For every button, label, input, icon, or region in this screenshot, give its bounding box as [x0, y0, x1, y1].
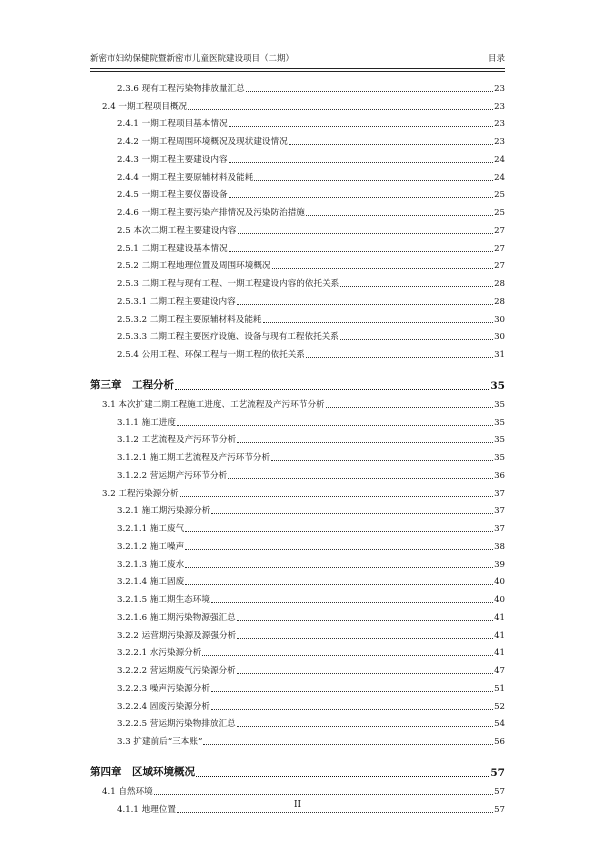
toc-entry-title: 3.2.1.4 施工固废 [117, 577, 185, 588]
dot-leader [237, 296, 493, 305]
toc-entry-page: 56 [494, 737, 505, 747]
dot-leader [188, 101, 493, 110]
toc-entry[interactable] [90, 552, 505, 570]
toc-entry-title: 2.5.1 二期工程建设基本情况 [117, 243, 228, 254]
toc-entry-page: 27 [494, 225, 505, 236]
toc-entry-title: 第三章 工程分析 [90, 379, 174, 391]
toc-entry-title: 3.1.2.2 营运期产污环节分析 [117, 470, 228, 481]
toc-entry-page: 39 [494, 559, 505, 570]
toc-entry-title: 2.4.1 一期工程项目基本情况 [117, 119, 228, 130]
dot-leader [254, 172, 493, 181]
dot-leader [229, 154, 494, 163]
toc-entry-page: 27 [494, 261, 505, 272]
dot-leader [180, 488, 494, 497]
toc-entry-page: 41 [494, 648, 505, 659]
toc-entry-title: 3.2.1.1 施工废气 [117, 524, 185, 534]
toc-entry-title: 2.5.3.2 二期工程主要原辅材料及能耗 [117, 314, 262, 325]
dot-leader [211, 505, 493, 514]
toc-entry[interactable] [90, 307, 505, 325]
toc-entry[interactable] [90, 676, 505, 694]
dot-leader [185, 576, 493, 585]
toc-entry[interactable] [90, 641, 505, 659]
toc-entry-title: 3.2.1 施工期污染源分析 [117, 506, 211, 517]
toc-entry-page: 37 [494, 488, 505, 499]
toc-entry-page: 41 [494, 630, 505, 641]
dot-leader [185, 559, 493, 568]
toc-entry-page: 30 [494, 332, 505, 343]
toc-entry-title: 2.4.3 一期工程主要建设内容 [117, 154, 228, 165]
toc-entry[interactable] [90, 623, 505, 641]
toc-entry[interactable] [90, 112, 505, 130]
toc-entry[interactable] [90, 289, 505, 307]
toc-entry[interactable] [90, 534, 505, 552]
toc-entry-page: 37 [494, 524, 505, 534]
toc-entry[interactable] [90, 587, 505, 605]
toc-entry-title: 3.2 工程污染源分析 [102, 488, 179, 499]
dot-leader [263, 314, 494, 323]
toc-entry[interactable] [90, 183, 505, 201]
toc-entry-page: 41 [494, 612, 505, 623]
toc-entry[interactable] [90, 712, 505, 730]
toc-entry-title: 3.1.1 施工进度 [117, 417, 176, 428]
dot-leader [154, 786, 493, 795]
dot-leader [246, 83, 493, 92]
toc-entry-page: 57 [494, 804, 505, 815]
toc-entry-page: 27 [494, 243, 505, 254]
toc-entry-title: 3.2.1.3 施工废水 [117, 559, 185, 570]
toc-entry-title: 2.3.6 现有工程污染物排放量汇总 [117, 83, 245, 94]
page-header [90, 50, 505, 69]
toc-entry[interactable] [90, 779, 505, 797]
toc-entry[interactable] [90, 410, 505, 428]
toc-entry-page: 24 [494, 154, 505, 165]
toc-entry-title: 3.2.1.2 施工噪声 [117, 541, 185, 552]
toc-entry[interactable] [90, 218, 505, 236]
toc-entry-title: 3.2.1.6 施工期污染物源强汇总 [117, 612, 236, 623]
toc-entry-page: 25 [494, 190, 505, 201]
page-number: II [293, 800, 302, 810]
toc-entry-page: 37 [494, 506, 505, 517]
toc-entry[interactable] [90, 200, 505, 218]
toc-entry-page: 23 [494, 137, 505, 147]
dot-leader [237, 434, 493, 443]
toc-entry-page: 35 [494, 453, 505, 463]
dot-leader [229, 118, 494, 127]
toc-entry[interactable] [90, 94, 505, 112]
dot-leader [326, 399, 493, 408]
dot-leader [237, 630, 493, 639]
dot-leader [211, 701, 493, 710]
dot-leader [211, 594, 493, 603]
toc-entry-title: 3.2.2.2 营运期废气污染源分析 [117, 666, 236, 676]
toc-entry-page: 31 [494, 350, 505, 360]
toc-entry-page: 40 [494, 595, 505, 605]
toc-entry[interactable] [90, 605, 505, 623]
toc-entry-page: 47 [494, 666, 505, 676]
table-of-contents [90, 76, 505, 815]
header-title: 新密市妇幼保健院暨新密市儿童医院建设项目（二期） [90, 54, 295, 64]
toc-entry-page: 35 [494, 417, 505, 428]
dot-leader [289, 136, 493, 145]
toc-entry[interactable] [90, 694, 505, 712]
dot-leader [196, 768, 489, 777]
toc-entry[interactable] [90, 254, 505, 272]
toc-entry-title: 3.2.2.3 噪声污染源分析 [117, 683, 210, 694]
dot-leader [306, 207, 493, 216]
toc-entry-title: 2.5.2 二期工程地理位置及周围环境概况 [117, 261, 271, 272]
toc-entry[interactable] [90, 76, 505, 94]
toc-entry-page: 35 [494, 399, 505, 410]
toc-entry[interactable] [90, 516, 505, 534]
toc-entry[interactable] [90, 463, 505, 481]
toc-entry-title: 3.2.2.1 水污染源分析 [117, 648, 202, 659]
toc-entry[interactable] [90, 481, 505, 499]
toc-entry-page: 57 [494, 786, 505, 797]
toc-entry[interactable] [90, 325, 505, 343]
dot-leader [237, 718, 493, 727]
toc-entry[interactable] [90, 236, 505, 254]
toc-entry-title: 2.4 一期工程项目概况 [102, 101, 188, 112]
toc-entry-title: 4.1 自然环境 [102, 786, 153, 797]
toc-entry-page: 23 [494, 101, 505, 112]
toc-entry-title: 4.1.1 地理位置 [117, 804, 176, 815]
toc-entry-page: 25 [494, 208, 505, 218]
toc-entry[interactable] [90, 499, 505, 517]
toc-entry-page: 28 [494, 296, 505, 307]
toc-entry-title: 2.5.3 二期工程与现有工程、一期工程建设内容的依托关系 [117, 279, 340, 289]
toc-entry-title: 3.1 本次扩建二期工程施工进度、工艺流程及产污环节分析 [102, 399, 325, 410]
toc-entry-title: 2.5.4 公用工程、环保工程与一期工程的依托关系 [117, 350, 305, 360]
toc-entry-title: 2.4.4 一期工程主要原辅材料及能耗 [117, 172, 254, 183]
toc-entry-page: 24 [494, 172, 505, 183]
toc-entry-page: 28 [494, 279, 505, 289]
dot-leader [272, 260, 494, 269]
toc-entry[interactable] [90, 147, 505, 165]
toc-entry[interactable] [90, 360, 505, 392]
toc-entry-page: 57 [490, 767, 505, 779]
dot-leader [306, 349, 493, 358]
toc-entry-title: 2.5.3.1 二期工程主要建设内容 [117, 296, 236, 307]
dot-leader [203, 736, 493, 745]
toc-entry-title: 2.5 本次二期工程主要建设内容 [117, 225, 237, 236]
toc-entry[interactable] [90, 445, 505, 463]
dot-leader [340, 278, 493, 287]
dot-leader [228, 470, 493, 479]
toc-entry[interactable] [90, 570, 505, 588]
toc-entry-page: 23 [494, 119, 505, 130]
toc-entry-page: 51 [494, 683, 505, 694]
toc-entry-title: 3.1.2.1 施工期工艺流程及产污环节分析 [117, 453, 271, 463]
toc-entry-page: 36 [494, 470, 505, 481]
toc-entry-title: 3.1.2 工艺流程及产污环节分析 [117, 435, 237, 446]
toc-entry-title: 3.3 扩建前后“三本账” [117, 737, 203, 747]
toc-entry-page: 23 [494, 83, 505, 94]
toc-entry[interactable] [90, 428, 505, 446]
toc-entry[interactable] [90, 658, 505, 676]
toc-entry-title: 3.2.2.4 固废污染源分析 [117, 701, 210, 712]
dot-leader [271, 452, 493, 461]
toc-entry[interactable] [90, 129, 505, 147]
dot-leader [340, 331, 493, 340]
toc-entry-title: 2.4.2 一期工程周围环境概况及现状建设情况 [117, 137, 288, 147]
toc-entry-title: 3.2.2.5 营运期污染物排放汇总 [117, 719, 236, 730]
toc-entry-page: 54 [494, 719, 505, 730]
toc-entry-page: 35 [490, 380, 505, 392]
toc-entry-title: 3.2.2 运营期污染源及源强分析 [117, 630, 237, 641]
toc-entry[interactable] [90, 747, 505, 779]
toc-entry[interactable] [90, 165, 505, 183]
toc-entry-page: 52 [494, 701, 505, 712]
toc-entry-title: 2.4.5 一期工程主要仪器设备 [117, 190, 228, 201]
toc-entry-page: 40 [494, 577, 505, 588]
toc-entry-title: 2.4.6 一期工程主要污染产排情况及污染防治措施 [117, 208, 305, 218]
dot-leader [237, 665, 493, 674]
dot-leader [202, 647, 493, 656]
toc-entry-title: 2.5.3.3 二期工程主要医疗设施、设备与现有工程依托关系 [117, 332, 339, 343]
toc-entry-page: 38 [494, 541, 505, 552]
dot-leader [229, 243, 494, 252]
toc-entry-page: 35 [494, 435, 505, 446]
toc-entry[interactable] [90, 271, 505, 289]
dot-leader [185, 541, 493, 550]
dot-leader [177, 417, 493, 426]
dot-leader [211, 683, 493, 692]
toc-entry[interactable] [90, 342, 505, 360]
toc-entry[interactable] [90, 392, 505, 410]
dot-leader [175, 381, 489, 390]
toc-entry[interactable] [90, 729, 505, 747]
dot-leader [237, 612, 493, 621]
dot-leader [229, 189, 494, 198]
toc-entry-title: 第四章 区域环境概况 [90, 766, 195, 778]
dot-leader [238, 225, 494, 234]
toc-entry-page: 30 [494, 314, 505, 325]
header-section: 目录 [487, 54, 505, 64]
toc-entry-title: 3.2.1.5 施工期生态环境 [117, 595, 210, 605]
dot-leader [185, 523, 493, 532]
